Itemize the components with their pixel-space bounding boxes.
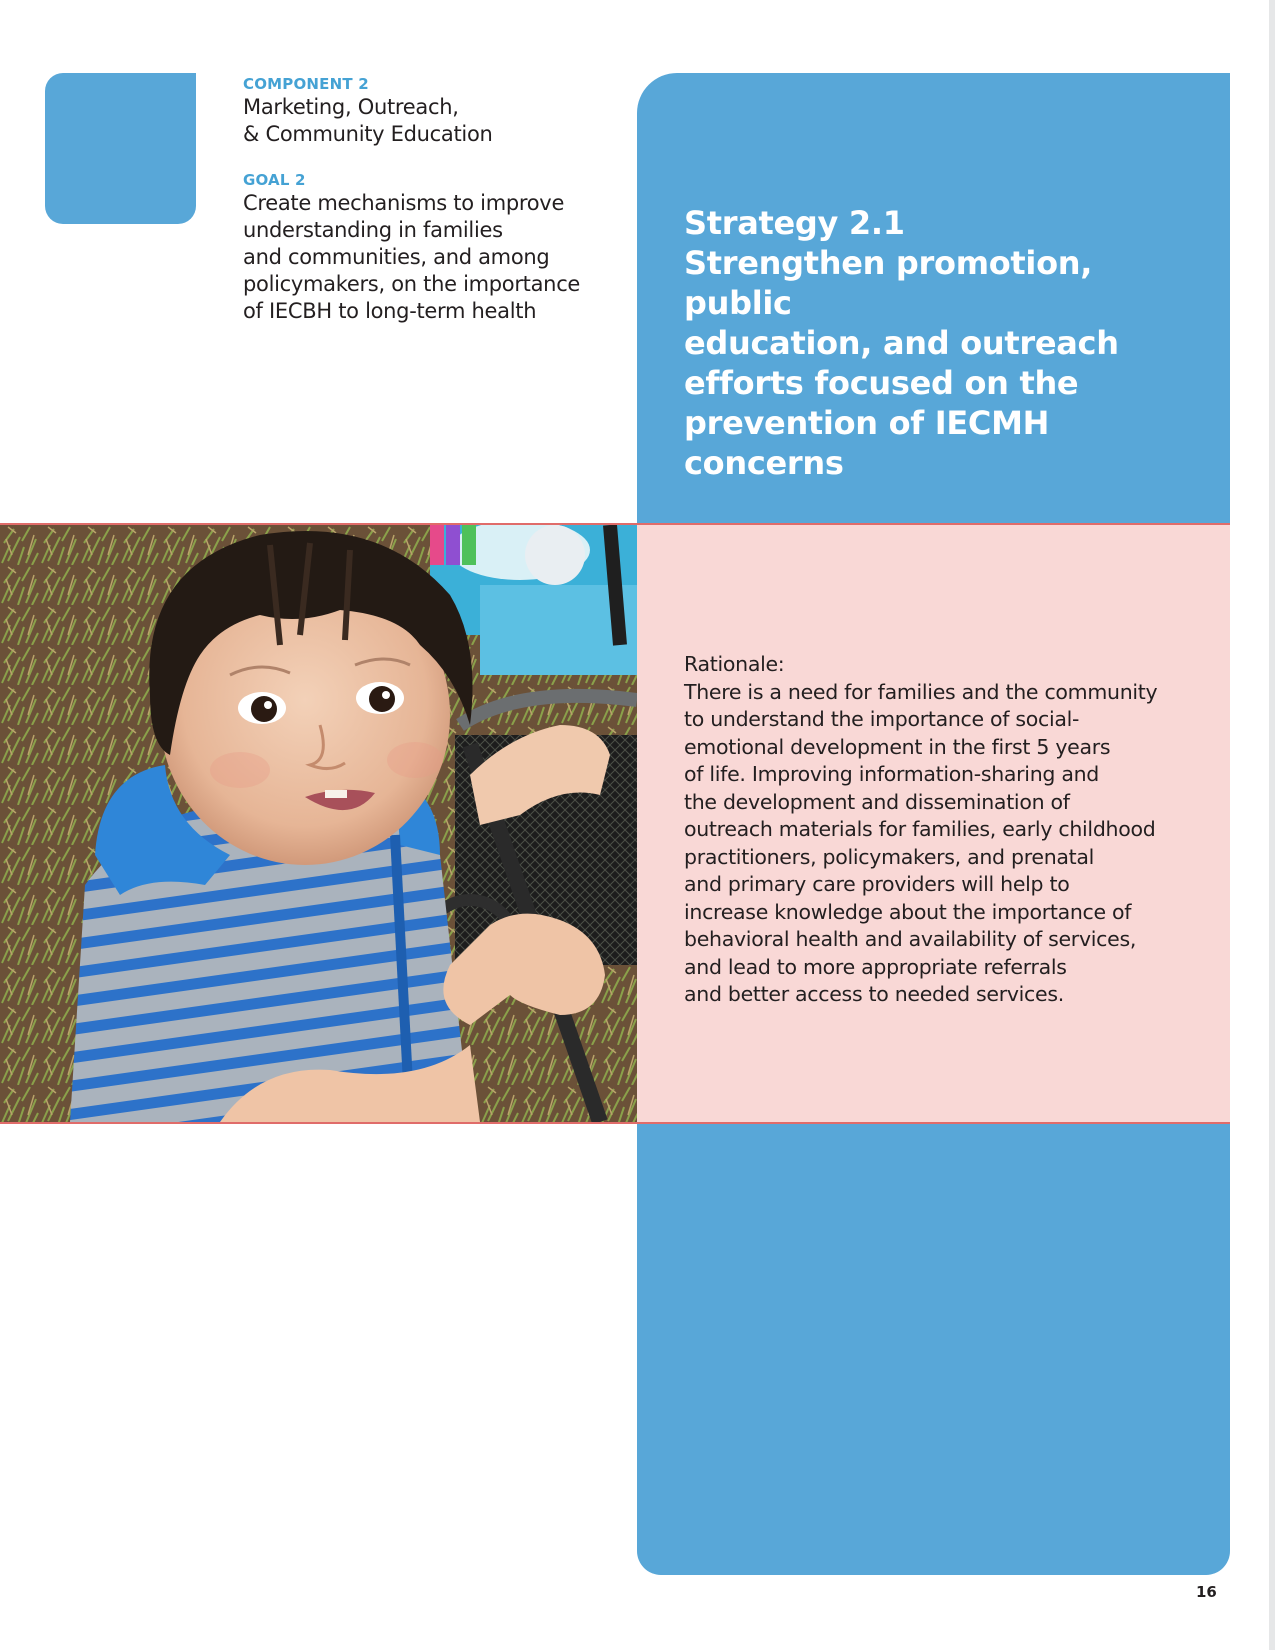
rationale-panel [637,525,1230,1122]
component-title: Marketing, Outreach, & Community Education [243,95,493,146]
child-photo [0,525,637,1122]
rationale-text: Rationale: There is a need for families and the community to understand the importance of social- emotional development in the first 5 years of life. Improving information-sharing and the development and dissemination of outreach materials for families, early childhood practitioners, policymakers, and prenatal and primary care providers will help to increase knowledge about the importance of behavioral health and availability of services, and lead to more appropriate referrals and better access to needed services. [684,652,1158,1006]
page-edge [1269,0,1275,1650]
goal-label: GOAL 2 [243,171,306,189]
decorative-blue-square [45,73,196,224]
goal-text: Create mechanisms to improve understanding in families and communities, and among policymakers, on the importance of IECBH to long-term health [243,191,581,323]
decorative-blue-panel-bottom [637,1124,1230,1575]
photo-rationale-band [0,523,1230,1124]
component-goal-header [243,74,603,325]
strategy-title: Strategy 2.1 Strengthen promotion, public education, and outreach efforts focused on the prevention of IECMH concerns [684,204,1119,482]
page-number: 16 [1196,1583,1217,1601]
component-label: COMPONENT 2 [243,75,369,93]
